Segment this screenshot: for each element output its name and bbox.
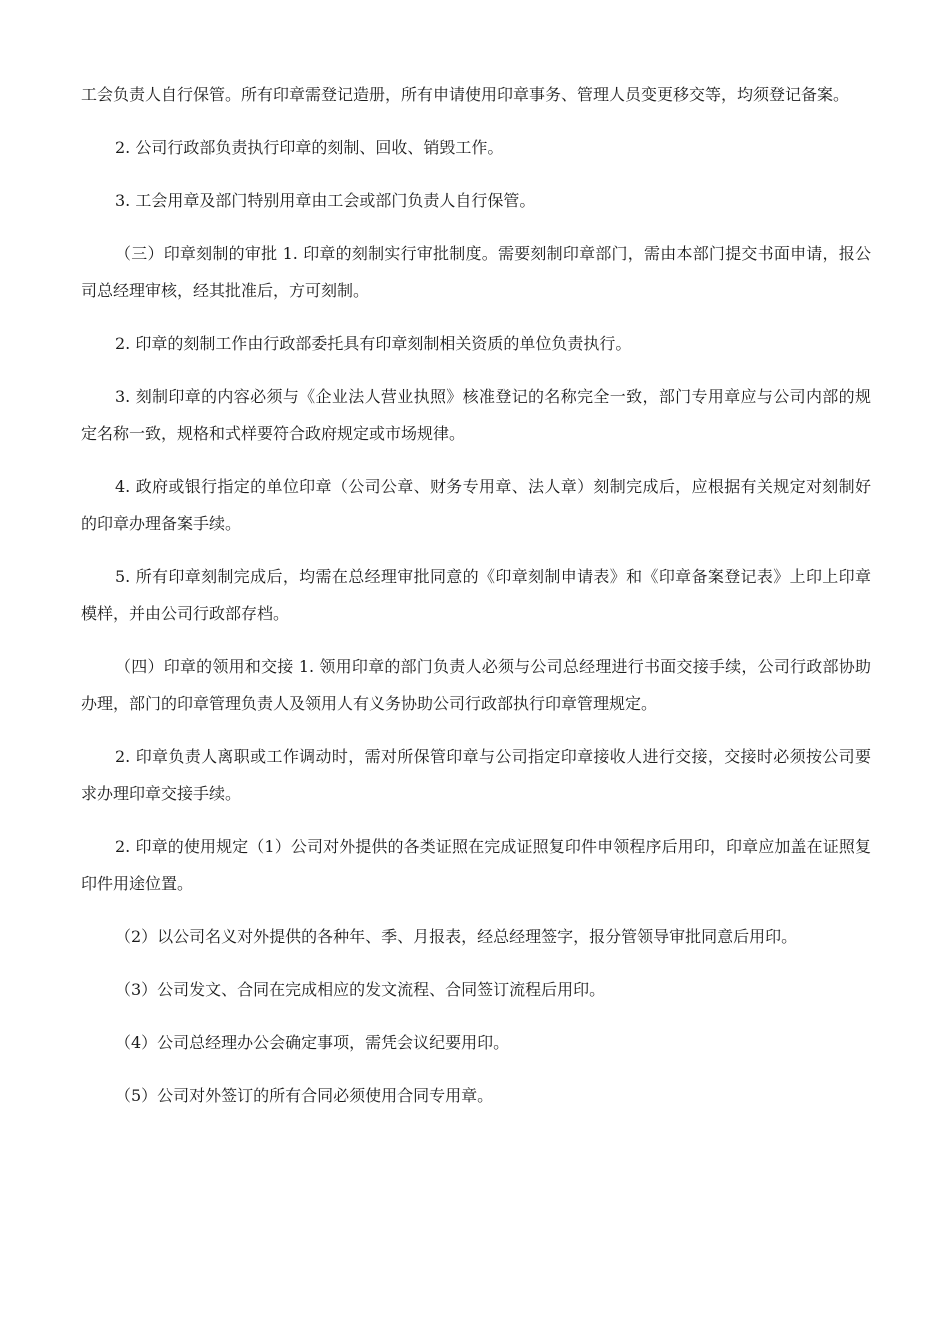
paragraph: 4. 政府或银行指定的单位印章（公司公章、财务专用章、法人章）刻制完成后，应根据有关规定对刻制好的印章办理备案手续。 [81,477,871,533]
paragraph: （三）印章刻制的审批 1. 印章的刻制实行审批制度。需要刻制印章部门，需由本部门提交书面申请，报公司总经理审核，经其批准后，方可刻制。 [81,244,871,300]
paragraph: （5）公司对外签订的所有合同必须使用合同专用章。 [115,1086,494,1105]
paragraph: （3）公司发文、合同在完成相应的发文流程、合同签订流程后用印。 [115,980,606,999]
paragraph: 工会负责人自行保管。所有印章需登记造册，所有申请使用印章事务、管理人员变更移交等，均须登记备案。 [81,85,850,104]
document-body [81,76,871,1130]
paragraph: 2. 公司行政部负责执行印章的刻制、回收、销毁工作。 [115,138,504,157]
paragraph: 2. 印章的使用规定（1）公司对外提供的各类证照在完成证照复印件申领程序后用印，印章应加盖在证照复印件用途位置。 [81,837,871,893]
paragraph: （2）以公司名义对外提供的各种年、季、月报表，经总经理签字，报分管领导审批同意后用印。 [115,927,798,946]
paragraph: 2. 印章负责人离职或工作调动时，需对所保管印章与公司指定印章接收人进行交接，交接时必须按公司要求办理印章交接手续。 [81,747,871,803]
paragraph: 3. 工会用章及部门特别用章由工会或部门负责人自行保管。 [115,191,536,210]
paragraph: 3. 刻制印章的内容必须与《企业法人营业执照》核准登记的名称完全一致，部门专用章应与公司内部的规定名称一致，规格和式样要符合政府规定或市场规律。 [81,387,871,443]
paragraph: 2. 印章的刻制工作由行政部委托具有印章刻制相关资质的单位负责执行。 [115,334,632,353]
paragraph: （4）公司总经理办公会确定事项，需凭会议纪要用印。 [115,1033,510,1052]
paragraph: 5. 所有印章刻制完成后，均需在总经理审批同意的《印章刻制申请表》和《印章备案登记表》上印上印章模样，并由公司行政部存档。 [81,567,871,623]
paragraph: （四）印章的领用和交接 1. 领用印章的部门负责人必须与公司总经理进行书面交接手续，公司行政部协助办理，部门的印章管理负责人及领用人有义务协助公司行政部执行印章管理规定。 [81,657,871,713]
